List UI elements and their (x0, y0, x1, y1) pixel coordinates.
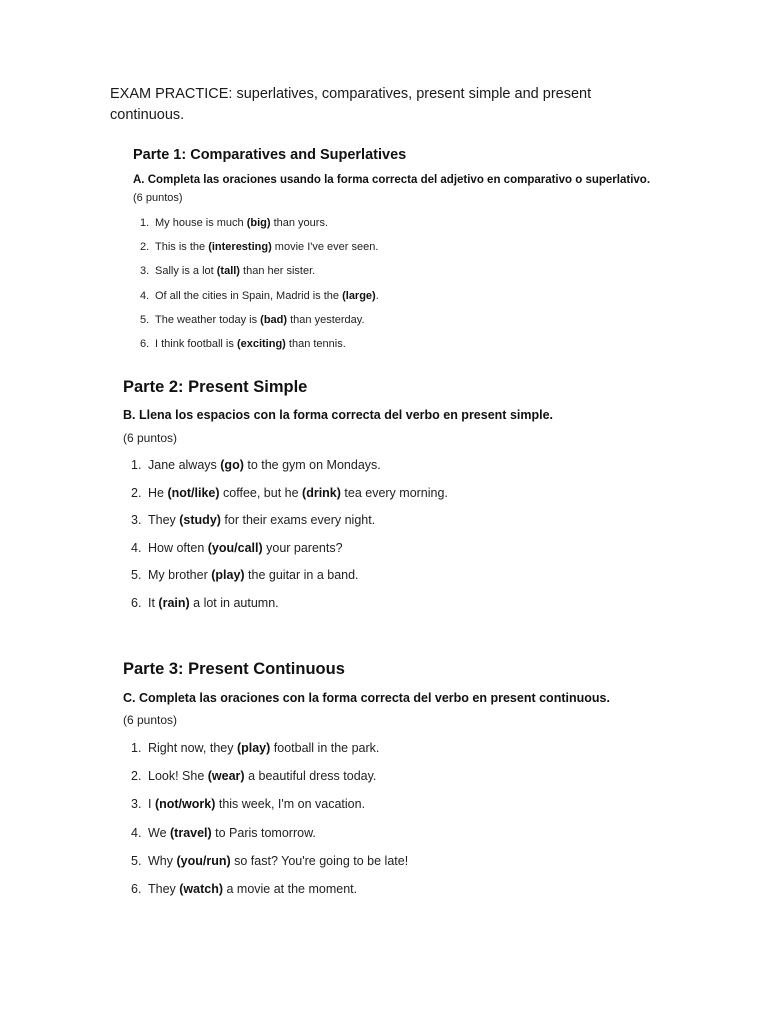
sentence-text: Of all the cities in Spain, Madrid is the (155, 289, 343, 302)
item-number: 6. (131, 596, 142, 610)
exercise-item (140, 265, 315, 277)
item-number: 5. (140, 313, 150, 326)
verb-prompt: (you/run) (176, 853, 231, 868)
sentence-text: than yesterday. (287, 313, 365, 326)
sentence-text: your parents? (262, 540, 343, 555)
sentence-text: football in the park. (270, 741, 380, 755)
sentence-text: This is the (155, 241, 209, 254)
verb-prompt: (play) (236, 741, 271, 755)
verb-prompt: (travel) (170, 825, 212, 840)
sentence-text: My brother (148, 568, 212, 583)
sentence-text: tea every morning. (340, 485, 448, 500)
item-number: 1. (140, 217, 150, 229)
item-number: 1. (131, 458, 142, 472)
sentence-text: Sally is a lot (155, 265, 217, 278)
section-title: Parte 1: Comparatives and Superlatives (133, 147, 407, 163)
verb-prompt: (big) (246, 217, 271, 229)
sentence-text: to the gym on Mondays. (243, 458, 381, 472)
exercise-item (140, 314, 365, 326)
verb-prompt: (bad) (260, 313, 288, 326)
sentence-text: movie I've ever seen. (271, 241, 379, 254)
verb-prompt: (not/work) (154, 797, 216, 812)
sentence-text: so fast? You're going to be late! (230, 853, 409, 868)
sentence-text: My house is much (155, 217, 247, 229)
item-number: 3. (131, 797, 142, 812)
exercise-item (131, 568, 359, 582)
verb-prompt: (wear) (207, 769, 245, 784)
item-number: 2. (131, 485, 142, 500)
sentence-text: a beautiful dress today. (244, 769, 377, 784)
exercise-item (131, 513, 375, 527)
exercise-item (131, 596, 279, 610)
item-number: 4. (131, 540, 142, 555)
sentence-text: We (148, 825, 170, 840)
exercise-item (131, 458, 381, 472)
exercise-item (131, 854, 408, 868)
exercise-item (131, 826, 316, 840)
sentence-text: for their exams every night. (220, 513, 376, 528)
sentence-text: Look! She (148, 769, 208, 784)
sentence-text: coffee, but he (219, 485, 303, 500)
item-number: 5. (131, 568, 142, 583)
sentence-text: The weather today is (155, 313, 261, 326)
item-number: 2. (140, 241, 150, 254)
sentence-text: Jane always (148, 458, 221, 472)
item-number: 3. (131, 513, 142, 528)
sentence-text: It (148, 596, 159, 610)
sentence-text: to Paris tomorrow. (211, 825, 316, 840)
exercise-item (131, 741, 379, 755)
section-points: (6 puntos) (133, 192, 183, 204)
verb-prompt: (go) (220, 458, 244, 472)
verb-prompt: (rain) (158, 596, 190, 610)
verb-prompt: (drink) (302, 485, 341, 500)
exercise-item (131, 769, 376, 783)
verb-prompt: (play) (211, 568, 245, 583)
verb-prompt: (you/call) (207, 540, 263, 555)
item-number: 6. (140, 338, 150, 350)
item-number: 3. (140, 265, 150, 278)
section-title: Parte 3: Present Continuous (123, 660, 345, 678)
sentence-text: I (148, 797, 155, 812)
exercise-item (140, 217, 328, 229)
section-instruction: C. Completa las oraciones con la forma correcta del verbo en present continuous. (123, 691, 610, 705)
verb-prompt: (study) (179, 513, 221, 528)
exercise-item (140, 241, 378, 253)
section-instruction: A. Completa las oraciones usando la forma correcta del adjetivo en comparativo o superlativo. (133, 174, 651, 186)
exercise-item (131, 797, 365, 811)
verb-prompt: (exciting) (236, 338, 286, 350)
sentence-text: He (148, 485, 168, 500)
item-number: 6. (131, 882, 142, 896)
sentence-text: than her sister. (239, 265, 316, 278)
section-instruction: B. Llena los espacios con la forma correcta del verbo en present simple. (123, 408, 554, 422)
sentence-text: They (148, 513, 180, 528)
exercise-item (140, 290, 379, 302)
exercise-item (131, 882, 357, 896)
section-title: Parte 2: Present Simple (123, 378, 308, 396)
sentence-text: a movie at the moment. (223, 882, 358, 896)
verb-prompt: (tall) (216, 265, 240, 278)
verb-prompt: (interesting) (208, 241, 272, 254)
section-points: (6 puntos) (123, 431, 178, 445)
verb-prompt: (large) (342, 289, 376, 302)
sentence-text: than yours. (270, 217, 329, 229)
sentence-text: . (375, 289, 379, 302)
sentence-text: than tennis. (285, 338, 346, 350)
item-number: 5. (131, 853, 142, 868)
sentence-text: the guitar in a band. (244, 568, 359, 583)
sentence-text: a lot in autumn. (189, 596, 279, 610)
sentence-text: this week, I'm on vacation. (215, 797, 366, 812)
exercise-item (131, 486, 448, 500)
item-number: 1. (131, 741, 142, 755)
item-number: 4. (131, 825, 142, 840)
item-number: 2. (131, 769, 142, 784)
exam-intro: EXAM PRACTICE: superlatives, comparatives, present simple and present continuous. (110, 86, 592, 123)
sentence-text: Right now, they (148, 741, 237, 755)
exercise-item (131, 541, 343, 555)
exercise-item (140, 338, 346, 350)
section-points: (6 puntos) (123, 713, 178, 727)
sentence-text: I think football is (155, 338, 237, 350)
item-number: 4. (140, 289, 150, 302)
verb-prompt: (watch) (179, 882, 224, 896)
sentence-text: Why (148, 853, 177, 868)
verb-prompt: (not/like) (167, 485, 220, 500)
sentence-text: They (148, 882, 180, 896)
sentence-text: How often (148, 540, 208, 555)
